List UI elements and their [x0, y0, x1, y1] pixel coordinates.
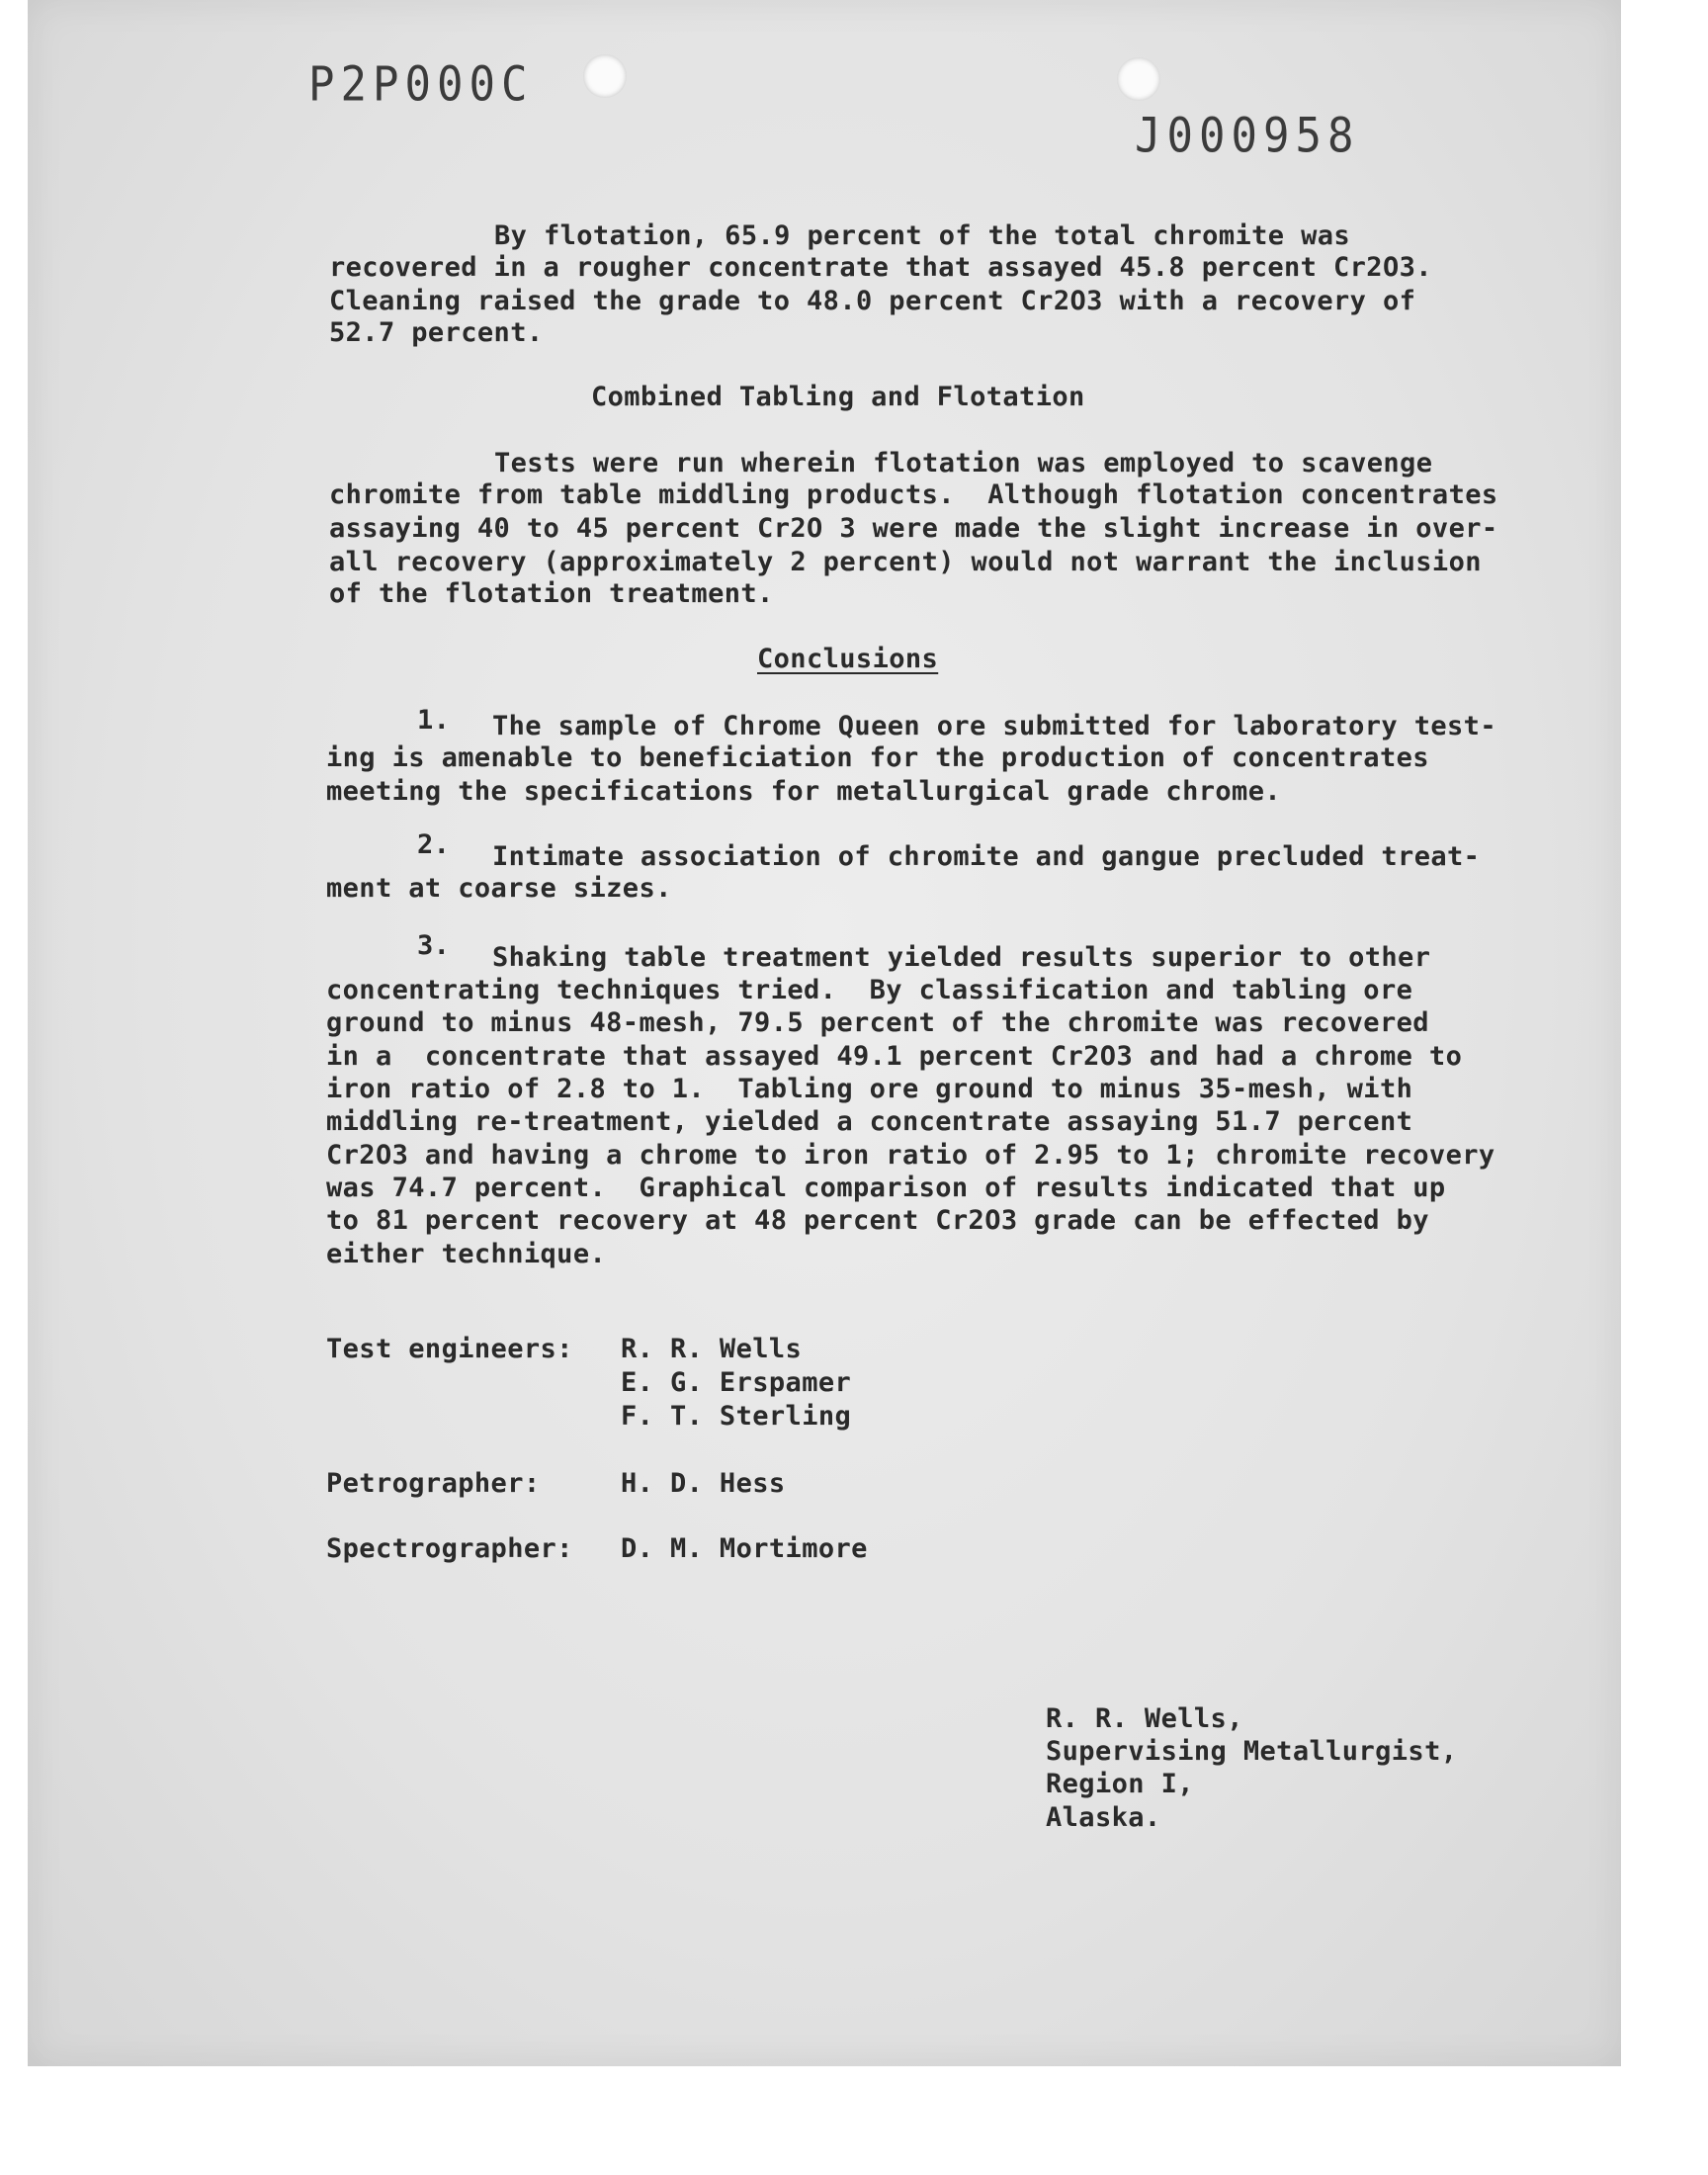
punch-hole-right: [1117, 57, 1160, 101]
petrographer-name: H. D. Hess: [621, 1468, 786, 1499]
conclusion-line: ground to minus 48-mesh, 79.5 percent of the chromite was recovered: [326, 1007, 1429, 1038]
conclusion-line: middling re-treatment, yielded a concentrate assaying 51.7 percent: [326, 1106, 1413, 1137]
test-engineer-name: R. R. Wells: [621, 1334, 803, 1364]
test-engineer-name: F. T. Sterling: [621, 1401, 852, 1432]
conclusion-number: 1.: [417, 705, 451, 736]
punch-hole-left: [583, 54, 627, 98]
paragraph-line: assaying 40 to 45 percent Cr2O 3 were made the slight increase in over-: [329, 513, 1498, 544]
conclusion-line: Intimate association of chromite and gangue precluded treat-: [492, 841, 1481, 872]
conclusion-line: concentrating techniques tried. By classification and tabling ore: [326, 975, 1413, 1005]
paragraph-line: recovered in a rougher concentrate that assayed 45.8 percent Cr2O3.: [329, 252, 1432, 283]
petrographer-label: Petrographer:: [326, 1468, 541, 1499]
conclusion-line: iron ratio of 2.8 to 1. Tabling ore ground to minus 35-mesh, with: [326, 1074, 1413, 1104]
test-engineers-label: Test engineers:: [326, 1334, 573, 1364]
conclusion-line: Cr2O3 and having a chrome to iron ratio of 2.95 to 1; chromite recovery: [326, 1140, 1495, 1171]
conclusion-line: The sample of Chrome Queen ore submitted for laboratory test-: [492, 711, 1496, 741]
conclusion-line: either technique.: [326, 1239, 607, 1269]
signature-line: Supervising Metallurgist,: [1046, 1736, 1458, 1767]
signature-line: Region I,: [1046, 1769, 1194, 1799]
spectrographer-label: Spectrographer:: [326, 1533, 573, 1564]
section-heading-combined: Combined Tabling and Flotation: [591, 382, 1085, 412]
conclusion-number: 3.: [417, 930, 451, 961]
conclusion-line: was 74.7 percent. Graphical comparison of results indicated that up: [326, 1173, 1446, 1203]
paragraph-line: By flotation, 65.9 percent of the total chromite was: [494, 220, 1351, 251]
paragraph-line: chromite from table middling products. Although flotation concentrates: [329, 479, 1498, 510]
conclusion-line: ment at coarse sizes.: [326, 873, 672, 904]
spectrographer-name: D. M. Mortimore: [621, 1533, 868, 1564]
section-heading-conclusions: Conclusions: [757, 644, 939, 674]
document-number-stamp-right: J000958: [1135, 108, 1360, 164]
conclusion-line: ing is amenable to beneficiation for the production of concentrates: [326, 742, 1429, 773]
test-engineer-name: E. G. Erspamer: [621, 1367, 852, 1398]
signature-line: R. R. Wells,: [1046, 1703, 1243, 1734]
paragraph-line: all recovery (approximately 2 percent) would not warrant the inclusion: [329, 547, 1482, 577]
signature-line: Alaska.: [1046, 1802, 1161, 1833]
paragraph-line: Cleaning raised the grade to 48.0 percent Cr2O3 with a recovery of: [329, 286, 1416, 316]
conclusion-line: to 81 percent recovery at 48 percent Cr2O3 grade can be effected by: [326, 1205, 1429, 1236]
conclusion-number: 2.: [417, 829, 451, 860]
conclusion-line: Shaking table treatment yielded results superior to other: [492, 942, 1431, 973]
conclusion-line: meeting the specifications for metallurgical grade chrome.: [326, 776, 1282, 807]
document-number-stamp-left: P2P000C: [308, 56, 534, 113]
conclusion-line: in a concentrate that assayed 49.1 percent Cr2O3 and had a chrome to: [326, 1041, 1463, 1072]
paragraph-line: of the flotation treatment.: [329, 578, 774, 609]
paragraph-line: Tests were run wherein flotation was employed to scavenge: [494, 448, 1433, 478]
paragraph-line: 52.7 percent.: [329, 317, 544, 348]
